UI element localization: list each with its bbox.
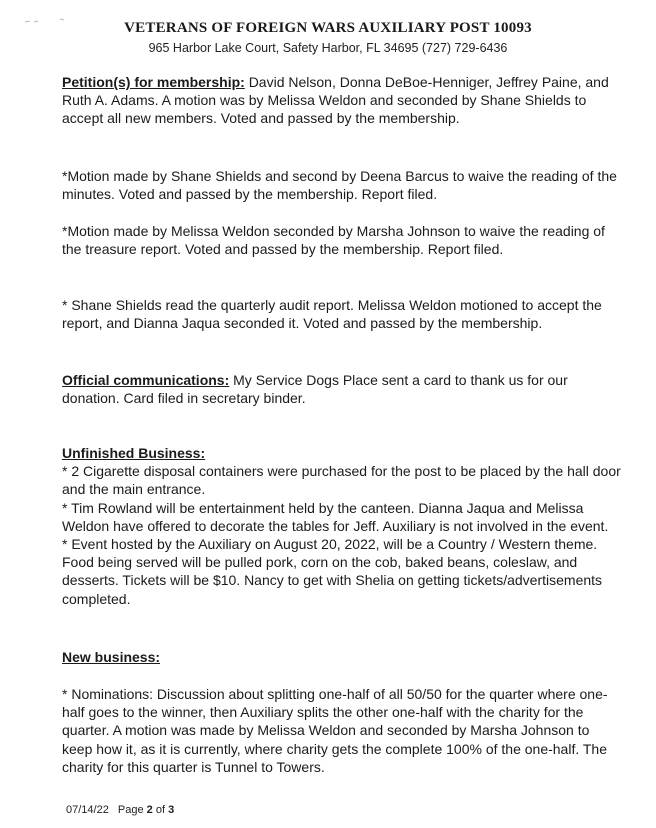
official-communications-heading: Official communications: — [62, 372, 230, 388]
petitions-section — [62, 73, 622, 128]
petitions-text: David Nelson, Donna DeBoe-Henniger, Jeffrey Paine, and Ruth A. Adams. A motion was by Melissa Weldon and seconded by Shane Shields to accept all new members. Voted and passed by the membership. — [62, 74, 609, 127]
list-item: * Tim Rowland will be entertainment held by the canteen. Dianna Jaqua and Melissa Weldon have offered to decorate the tables for Jeff. Auxiliary is not involved in the event. — [62, 499, 609, 534]
footer-date: 07/14/22 — [66, 804, 109, 816]
page-footer — [66, 804, 174, 816]
unfinished-business-section — [62, 444, 622, 608]
official-communications-section — [62, 371, 622, 407]
new-business-heading: New business: — [62, 649, 161, 665]
footer-page-label: Page — [117, 804, 144, 816]
petitions-heading: Petition(s) for membership: — [62, 74, 245, 90]
footer-page-current: 2 — [146, 804, 153, 816]
official-communications-text: My Service Dogs Place sent a card to thank us for our donation. Card filed in secretary binder. — [62, 372, 568, 407]
audit-report: * Shane Shields read the quarterly audit report. Melissa Weldon motioned to accept the report, and Dianna Jaqua seconded it. Voted and passed by the membership. — [62, 297, 602, 332]
document-title: VETERANS OF FOREIGN WARS AUXILIARY POST 10093 — [124, 20, 532, 36]
minutes-motion: *Motion made by Shane Shields and second by Deena Barcus to waive the reading of the minutes. Voted and passed by the membership. Report filed. — [62, 168, 617, 203]
document-address: 965 Harbor Lake Court, Safety Harbor, FL 34695 (727) 729-6436 — [148, 41, 508, 55]
footer-page-total: 3 — [168, 804, 175, 816]
new-business-text: * Nominations: Discussion about splitting one-half of all 50/50 for the quarter where one-half goes to the winner, then Auxiliary splits the other one-half with the charity for the quarter. A motion was made by Melissa Weldon and seconded by Marsha Johnson to keep how it, as it is currently, where charity gets the complete 100% of the one-half. The charity for this quarter is Tunnel to Towers. — [62, 686, 608, 775]
list-item: * 2 Cigarette disposal containers were purchased for the post to be placed by the hall door and the main entrance. — [62, 463, 621, 498]
list-item: * Event hosted by the Auxiliary on August 20, 2022, will be a Country / Western theme. Food being served will be pulled pork, corn on the cob, baked beans, coleslaw, and desserts. Tickets will be $10. Nancy to get with Shelia on getting tickets/advertisements completed. — [62, 536, 603, 607]
new-business-heading-block — [62, 648, 622, 666]
unfinished-business-heading: Unfinished Business: — [62, 445, 206, 461]
footer-page-of: of — [155, 804, 166, 816]
treasure-motion: *Motion made by Melissa Weldon seconded by Marsha Johnson to waive the reading of the treasure report. Voted and passed by the membership. Report filed. — [62, 223, 605, 258]
